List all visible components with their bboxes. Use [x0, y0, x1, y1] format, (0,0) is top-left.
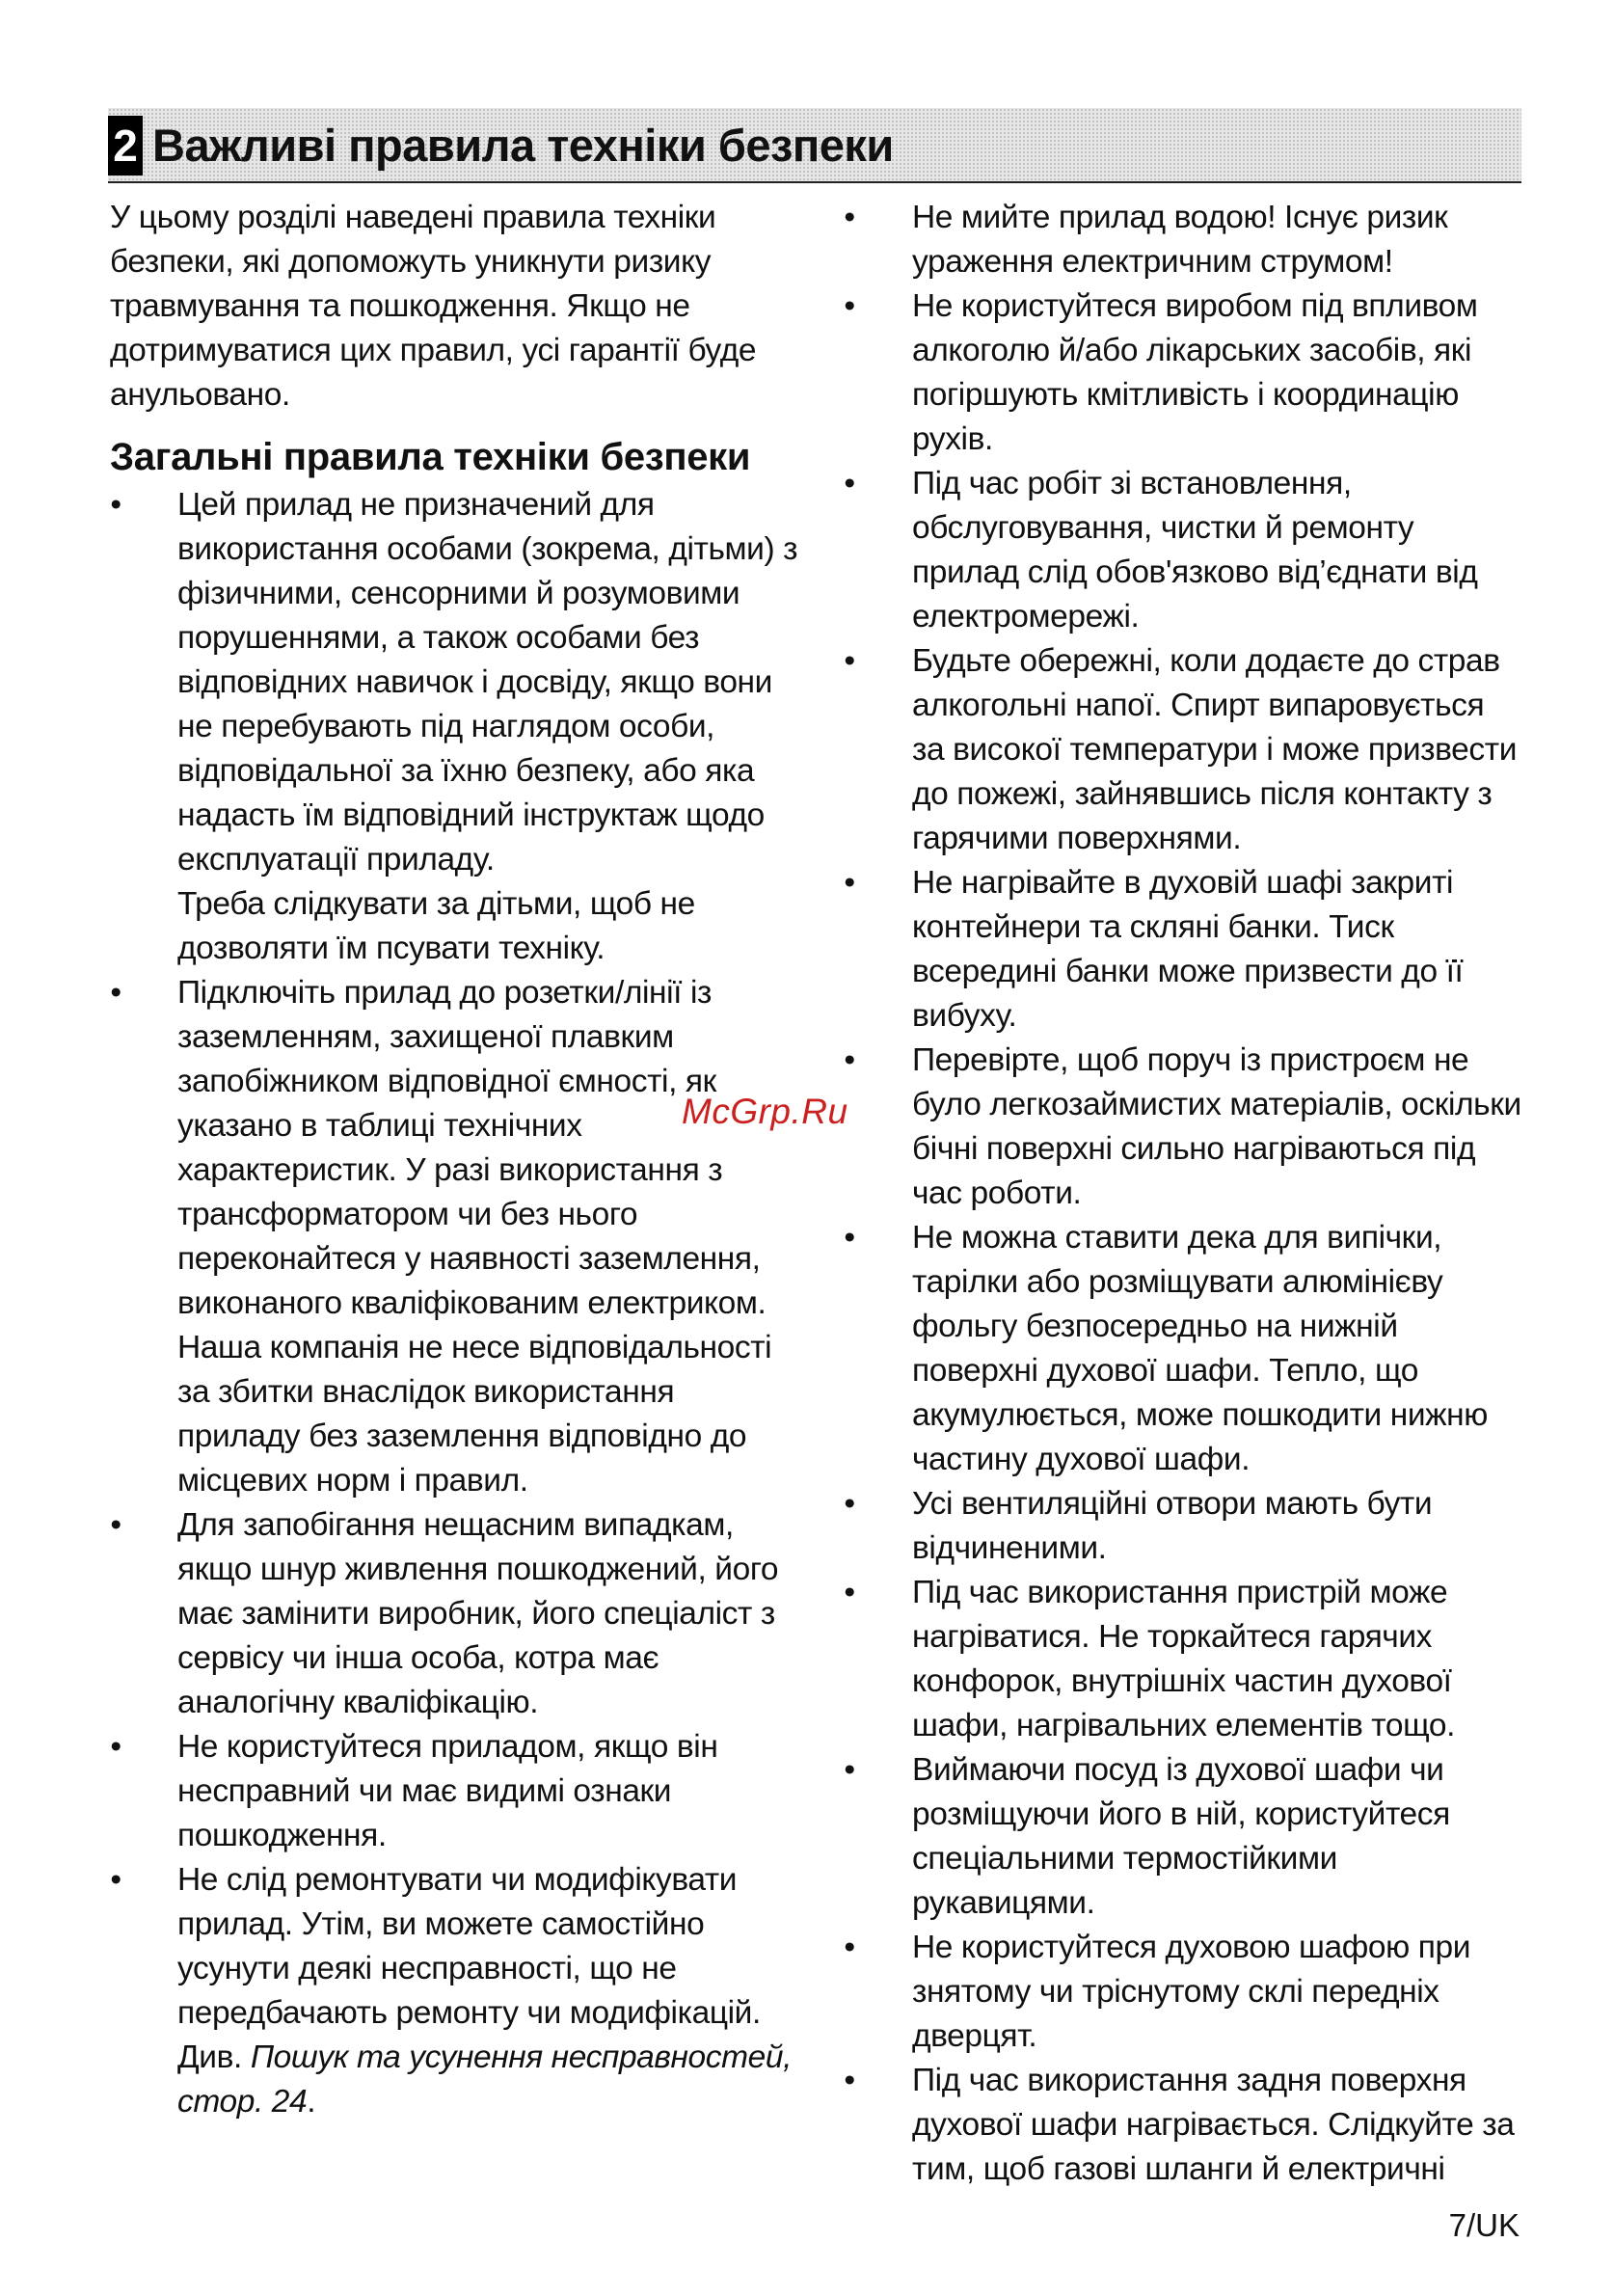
bullet-icon: •	[844, 1752, 855, 1788]
bullet-icon: •	[110, 1729, 121, 1765]
bullet-icon: •	[844, 1220, 855, 1256]
list-item: • Не мийте прилад водою! Існує ризик ураження електричним струмом!	[835, 196, 1523, 284]
list-item: • Перевірте, щоб поруч із пристроєм не було легкозаймистих матеріалів, оскільки бічні поверхні сильно нагріваються під час роботи.	[835, 1039, 1523, 1216]
list-item: • Під час використання задня поверхня духової шафи нагрівається. Слідкуйте за тим, щоб газові шланги й електричні	[835, 2059, 1523, 2192]
list-item: • Не можна ставити дека для випічки, тарілки або розміщувати алюмінієву фольгу безпосередньо на нижній поверхні духової шафи. Тепло, що акумулюється, може пошкодити нижню частину духової шафи.	[835, 1216, 1523, 1482]
list-item: • Під час використання пристрій може нагріватися. Не торкайтеся гарячих конфорок, внутрішніх частин духової шафи, нагрівальних елементів тощо.	[835, 1571, 1523, 1748]
bullet-icon: •	[110, 1862, 121, 1898]
list-item: • Усі вентиляційні отвори мають бути відчиненими.	[835, 1482, 1523, 1571]
page-number: 7/UK	[1448, 2207, 1520, 2243]
list-item: • Не користуйтеся духовою шафою при знятому чи тріснутому склі передніх дверцят.	[835, 1926, 1523, 2059]
bullet-icon: •	[844, 1042, 855, 1078]
list-item: • Підключіть прилад до розетки/лінії із заземленням, захищеної плавким запобіжником відповідної ємності, як указано в таблиці технічних характеристик. У разі використання з трансформатором чи без нього переконайтеся у наявності заземлення, виконаного кваліфікованим електриком. Наша компанія не несе відповідальності за збитки внаслідок використання приладу без заземлення відповідно до місцевих норм і правил.	[110, 971, 800, 1503]
bullet-icon: •	[844, 2063, 855, 2098]
bullet-icon: •	[844, 200, 855, 235]
section-title: Важливі правила техніки безпеки	[152, 120, 894, 171]
bullet-icon: •	[110, 1507, 121, 1543]
bullet-icon: •	[844, 466, 855, 501]
list-item: • Не слід ремонтувати чи модифікувати прилад. Утім, ви можете самостійно усунути деякі несправності, що не передбачають ремонту чи модифікацій. Див. Пошук та усунення несправностей, стор. 24.	[110, 1858, 800, 2124]
list-item: • Під час робіт зі встановлення, обслуговування, чистки й ремонту прилад слід обов'язково від’єднати від електромережі.	[835, 462, 1523, 639]
bullet-icon: •	[844, 643, 855, 679]
subsection-heading: Загальні правила техніки безпеки	[110, 436, 751, 478]
general-safety-list	[110, 483, 800, 2124]
list-item: • Для запобігання нещасним випадкам, якщо шнур живлення пошкоджений, його має замінити виробник, його спеціаліст з сервісу чи інша особа, котра має аналогічну кваліфікацію.	[110, 1503, 800, 1725]
list-item: • Будьте обережні, коли додаєте до страв алкогольні напої. Спирт випаровується за високої температури і може призвести до пожежі, зайнявшись після контакту з гарячими поверхнями.	[835, 639, 1523, 861]
list-item: • Не користуйтеся приладом, якщо він несправний чи має видимі ознаки пошкодження.	[110, 1725, 800, 1858]
watermark-text: McGrp.Ru	[682, 1092, 848, 1131]
bullet-icon: •	[844, 1930, 855, 1965]
left-column	[110, 196, 800, 2124]
list-item: • Виймаючи посуд із духової шафи чи розміщуючи його в ній, користуйтеся спеціальними термостійкими рукавицями.	[835, 1748, 1523, 1926]
bullet-icon: •	[110, 975, 121, 1011]
right-column	[835, 196, 1523, 2192]
troubleshooting-reference: Пошук та усунення несправностей, стор. 24	[177, 2039, 792, 2120]
bullet-icon: •	[110, 487, 121, 523]
bullet-icon: •	[844, 1486, 855, 1522]
section-number: 2	[108, 116, 143, 176]
bullet-icon: •	[844, 865, 855, 901]
list-item: • Не нагрівайте в духовій шафі закриті контейнери та скляні банки. Тиск всередині банки може призвести до її вибуху.	[835, 861, 1523, 1039]
list-item: • Не користуйтеся виробом під впливом алкоголю й/або лікарських засобів, які погіршують кмітливість і координацію рухів.	[835, 284, 1523, 462]
section-header	[108, 108, 1521, 183]
bullet-icon: •	[844, 288, 855, 324]
safety-list-continued	[835, 196, 1523, 2192]
bullet-icon: •	[844, 1575, 855, 1610]
intro-paragraph: У цьому розділі наведені правила техніки безпеки, які допоможуть уникнути ризику травмування та пошкодження. Якщо не дотримуватися цих правил, усі гарантії буде анульовано.	[110, 200, 757, 413]
list-item: • Цей прилад не призначений для використання особами (зокрема, дітьми) з фізичними, сенсорними й розумовими порушеннями, а також особами без відповідних навичок і досвіду, якщо вони не перебувають під наглядом особи, відповідальної за їхню безпеку, або яка надасть їм відповідний інструктаж щодо експлуатації приладу. Треба слідкувати за дітьми, щоб не дозволяти їм псувати техніку.	[110, 483, 800, 971]
